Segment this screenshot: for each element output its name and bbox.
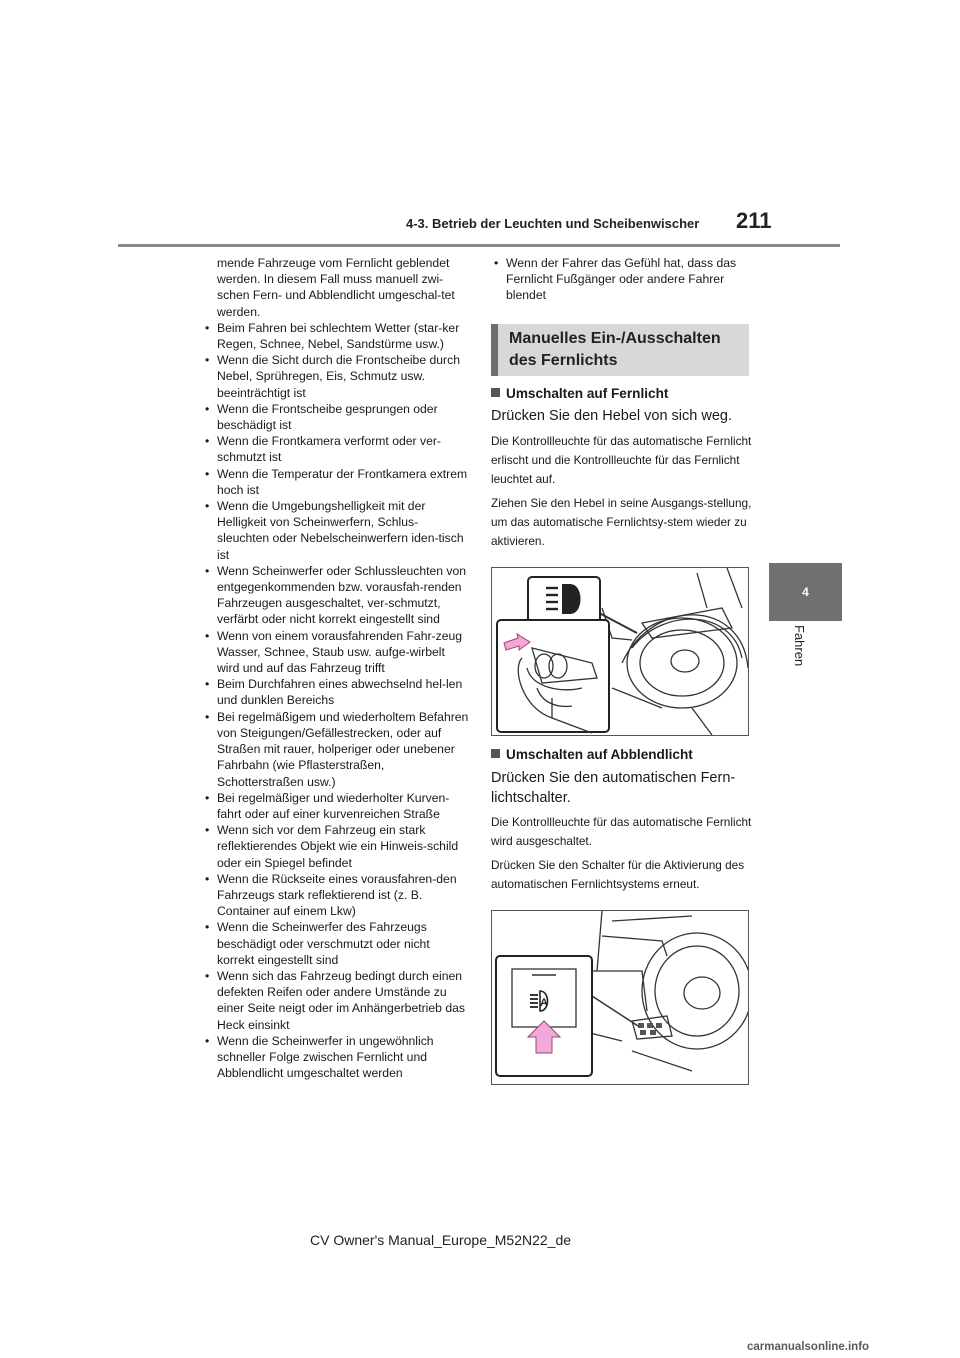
section-title: 4-3. Betrieb der Leuchten und Scheibenwischer [406,216,700,231]
list-item: • Bei regelmäßigem und wiederholtem Befahren von Steigungen/Gefällestrecken, oder auf Straßen mit rauer, holperiger oder unebener Fahrbahn (wie Pflasterstraßen, Schotterstraßen usw.) [202,709,470,790]
auto-a-icon: A [540,997,548,1009]
paragraph: Drücken Sie den Schalter für die Aktivierung des automatischen Fernlichtsystems erneut. [491,858,745,891]
header-rule [118,244,840,247]
section-heading [491,324,749,376]
chapter-tab [769,563,842,621]
action-text-high-beam: Drücken Sie den Hebel von sich weg. [491,408,732,424]
switch-illustration [492,911,748,1084]
list-item: • Wenn sich das Fahrzeug bedingt durch einen defekten Reifen oder andere Umstände zu einer Seite neigt oder im Anhängerbetrieb das Heck einsinkt [202,968,470,1033]
sub-heading-low-beam [491,747,693,762]
list-item: • Wenn die Frontscheibe gesprungen oder beschädigt ist [202,401,470,433]
sub-heading-text: Umschalten auf Abblendlicht [506,747,693,762]
list-item: • Wenn die Scheinwerfer in ungewöhnlich schneller Folge zwischen Fernlicht und Abblendlicht umgeschaltet werden [202,1033,470,1082]
list-item: • Wenn der Fahrer das Gefühl hat, dass das Fernlicht Fußgänger oder andere Fahrer blendet [491,255,753,304]
list-item: • Wenn die Scheinwerfer des Fahrzeugs beschädigt oder verschmutzt oder nicht korrekt eingestellt sind [202,919,470,968]
list-item: • Wenn von einem vorausfahrenden Fahr-zeug Wasser, Schnee, Staub usw. aufge-wirbelt wird und auf das Fahrzeug trifft [202,628,470,677]
list-item: • Beim Fahren bei schlechtem Wetter (star-ker Regen, Schnee, Nebel, Sandstürme usw.) [202,320,470,352]
lever-illustration [492,568,748,735]
page-number: 211 [736,208,772,233]
left-column [202,255,470,1081]
footer-manual-name: CV Owner's Manual_Europe_M52N22_de [310,1232,572,1248]
intro-text: mende Fahrzeuge vom Fernlicht geblendet werden. In diesem Fall muss manuell zwi-schen Fern- und Abblendlicht umgeschal-tet werden. [217,256,455,319]
square-bullet-icon [491,749,500,758]
list-item: • Wenn die Umgebungshelligkeit mit der Helligkeit von Scheinwerfern, Schlus-sleuchten oder Nebelscheinwerfern iden-tisch ist [202,498,470,563]
list-item: • Wenn sich vor dem Fahrzeug ein stark reflektierendes Objekt wie ein Hinweis-schild oder ein Spiegel befindet [202,822,470,871]
list-item: • Wenn die Frontkamera verformt oder ver-schmutzt ist [202,433,470,465]
section-heading-text: Manuelles Ein-/Ausschalten des Fernlichts [509,330,721,369]
glare-list [491,255,753,304]
list-item: • Beim Durchfahren eines abwechselnd hel-len und dunklen Bereichs [202,676,470,708]
list-item: • Wenn Scheinwerfer oder Schlussleuchten von entgegenkommenden bzw. vorausfah-renden Fahrzeugen ausgeschaltet, ver-schmutzt, verfärbt oder nicht korrekt eingestellt sind [202,563,470,628]
watermark: carmanualsonline.info [747,1341,870,1353]
body-text-high-beam [491,432,753,556]
list-item: • Wenn die Rückseite eines vorausfahren-den Fahrzeugs stark reflektierend ist (z. B. Container auf einem Lkw) [202,871,470,920]
figure-lever [491,567,749,736]
list-item: • Bei regelmäßiger und wiederholter Kurven-fahrt oder auf einer kurvenreichen Straße [202,790,470,822]
body-text-low-beam [491,813,753,899]
paragraph: Die Kontrollleuchte für das automatische Fernlicht erlischt und die Kontrollleuchte für das Fernlicht leuchtet auf. [491,434,752,486]
paragraph: Ziehen Sie den Hebel in seine Ausgangs-stellung, um das automatische Fernlichtsy-stem wieder zu aktivieren. [491,496,752,548]
sub-heading-high-beam [491,386,668,401]
chapter-number: 4 [802,585,809,599]
action-text-low-beam: Drücken Sie den automatischen Fern-lichtschalter. [491,770,736,806]
conditions-list [202,320,470,1082]
list-item: • Wenn die Temperatur der Frontkamera extrem hoch ist [202,466,470,498]
paragraph: Die Kontrollleuchte für das automatische Fernlicht wird ausgeschaltet. [491,815,752,848]
right-column-top [491,255,753,304]
figure-switch [491,910,749,1085]
square-bullet-icon [491,388,500,397]
chapter-label: Fahren [792,625,807,667]
sub-heading-text: Umschalten auf Fernlicht [506,386,669,401]
list-item: • Wenn die Sicht durch die Frontscheibe durch Nebel, Sprühregen, Eis, Schmutz usw. beeinträchtigt ist [202,352,470,401]
